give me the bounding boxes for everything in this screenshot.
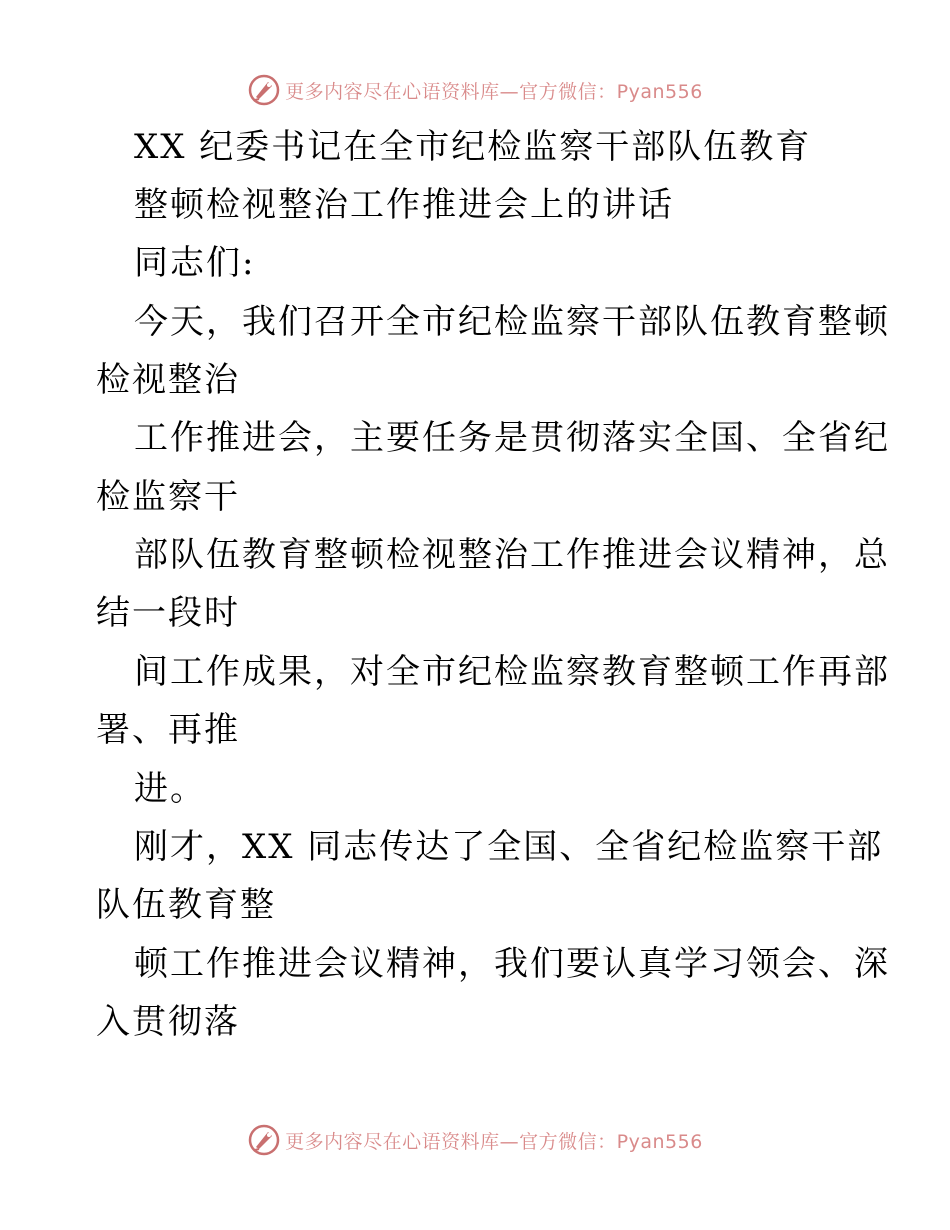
footer-watermark (0, 1120, 950, 1160)
watermark-text: 更多内容尽在心语资料库—官方微信：Pyan556 (285, 1130, 703, 1153)
paragraph-line: 刚才，XX 同志传达了全国、全省纪检监察干部 (134, 827, 884, 867)
paragraph-line: 进。 (134, 769, 206, 809)
paragraph-line: 入贯彻落 (96, 1002, 240, 1042)
paragraph-line: 部队伍教育整顿检视整治工作推进会议精神，总 (134, 535, 890, 575)
document-title-line-1: XX 纪委书记在全市纪检监察干部队伍教育 (134, 127, 812, 167)
paragraph-line: 检视整治 (96, 360, 240, 400)
watermark-text: 更多内容尽在心语资料库—官方微信：Pyan556 (285, 80, 703, 103)
paragraph-line: 署、再推 (96, 710, 240, 750)
paragraph-line: 间工作成果，对全市纪检监察教育整顿工作再部 (134, 652, 890, 692)
paragraph-line: 检监察干 (96, 477, 240, 517)
paragraph-line: 工作推进会，主要任务是贯彻落实全国、全省纪 (134, 418, 890, 458)
header-watermark (0, 70, 950, 110)
paragraph-line: 顿工作推进会议精神，我们要认真学习领会、深 (134, 944, 890, 984)
paragraph-line: 队伍教育整 (96, 885, 276, 925)
pen-nib-logo-icon (247, 1123, 281, 1157)
document-title-line-2: 整顿检视整治工作推进会上的讲话 (134, 185, 674, 225)
paragraph-line: 今天，我们召开全市纪检监察干部队伍教育整顿 (134, 302, 890, 342)
pen-nib-logo-icon (247, 73, 281, 107)
salutation: 同志们: (134, 243, 256, 283)
paragraph-line: 结一段时 (96, 593, 240, 633)
